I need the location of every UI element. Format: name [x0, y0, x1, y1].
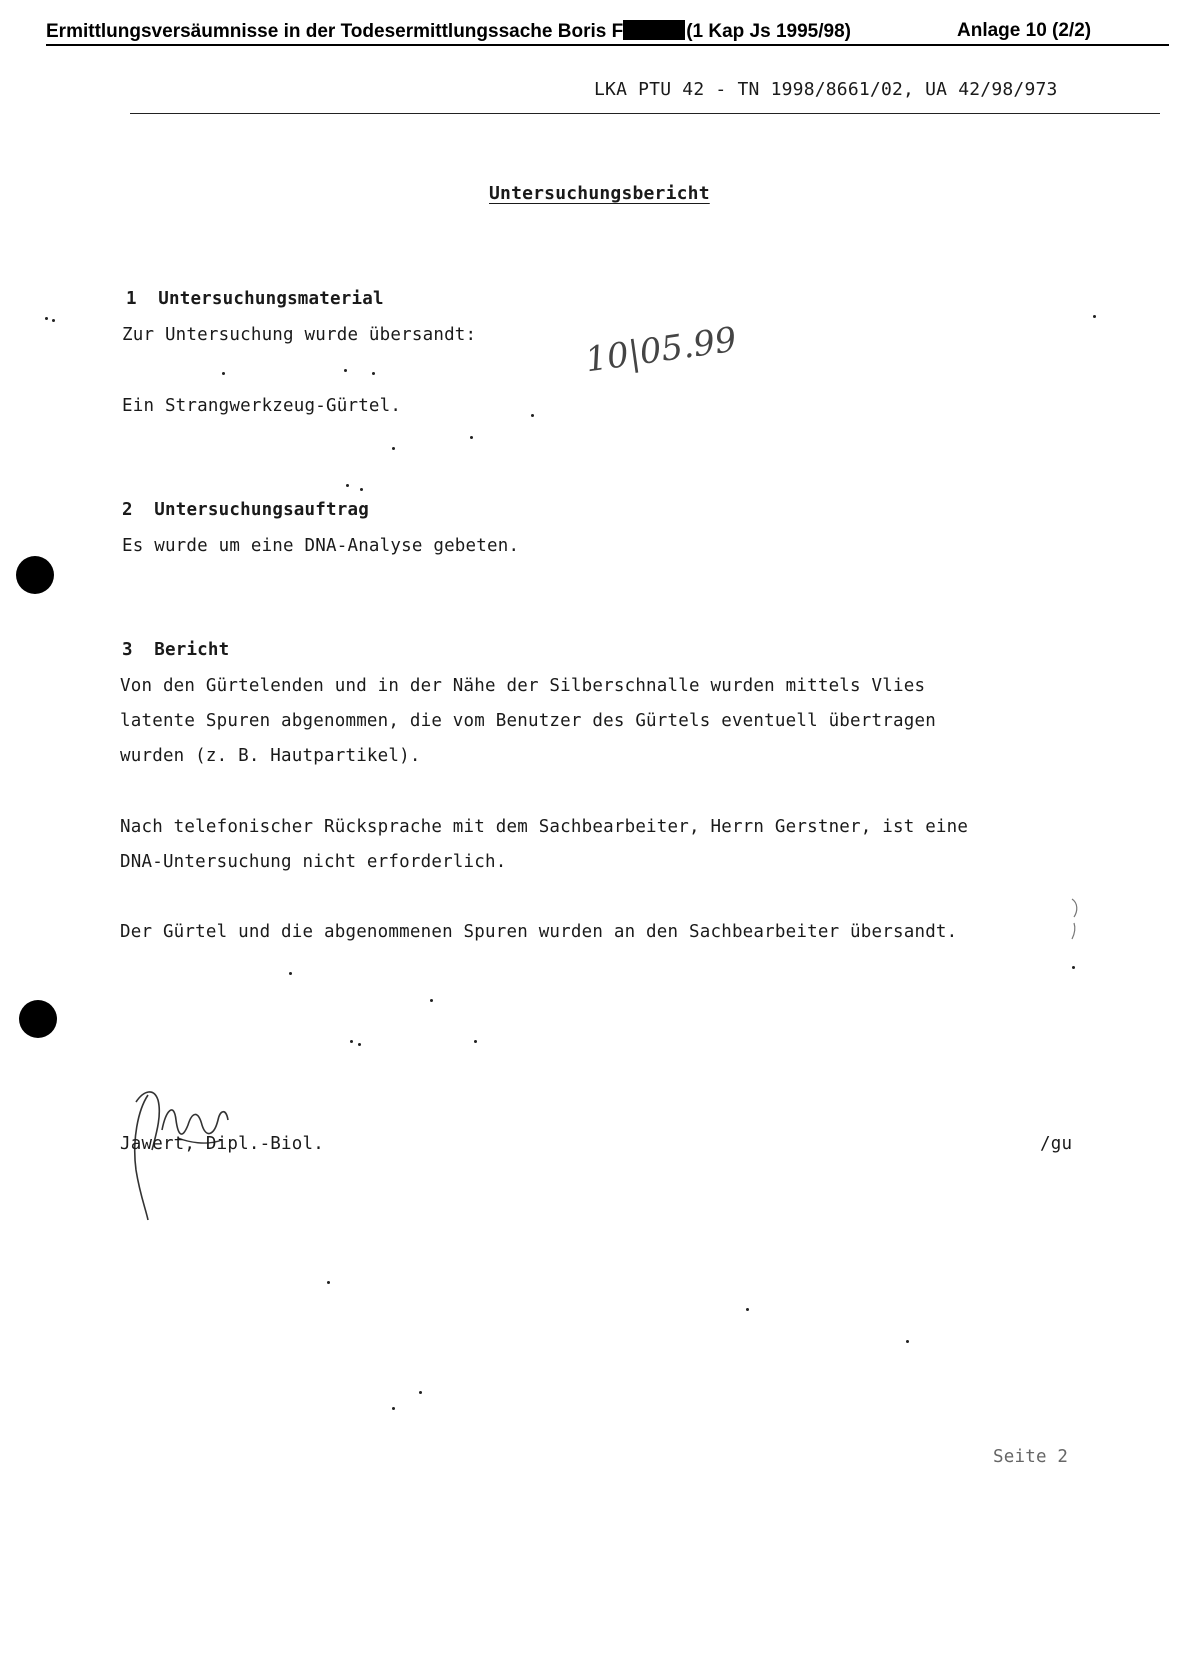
scan-speck — [746, 1308, 749, 1311]
scan-speck — [289, 972, 292, 975]
header-case-reference: (1 Kap Js 1995/98) — [686, 21, 851, 42]
section-1-line-1: Zur Untersuchung wurde übersandt: — [122, 325, 477, 345]
scan-speck — [392, 1407, 395, 1410]
scan-speck — [360, 488, 363, 491]
handwritten-date: 10|05.99 — [582, 319, 740, 381]
scan-speck — [344, 369, 347, 372]
scan-speck — [474, 1040, 477, 1043]
section-3-heading — [122, 640, 229, 660]
scan-speck — [1072, 966, 1075, 969]
punch-hole — [16, 556, 54, 594]
section-2-heading — [122, 500, 369, 520]
section-1-title: Untersuchungsmaterial — [158, 289, 384, 309]
margin-mark — [1068, 895, 1084, 945]
scan-speck — [531, 414, 534, 417]
scan-speck — [45, 317, 48, 320]
section-2-title: Untersuchungsauftrag — [154, 500, 369, 520]
section-1-line-2: Ein Strangwerkzeug-Gürtel. — [122, 396, 402, 416]
section-1-number: 1 — [126, 289, 137, 309]
signature-name: Jawert, Dipl.-Biol. — [120, 1134, 324, 1154]
scan-speck — [52, 319, 55, 322]
header-divider — [46, 44, 1169, 46]
section-3-number: 3 — [122, 640, 133, 660]
scan-speck — [430, 999, 433, 1002]
scan-speck — [906, 1340, 909, 1343]
report-title: Untersuchungsbericht — [489, 183, 710, 204]
scan-speck — [470, 436, 473, 439]
section-3-paragraph-2-line-1: Nach telefonischer Rücksprache mit dem Sachbearbeiter, Herrn Gerstner, ist eine — [120, 817, 969, 837]
reference-divider — [130, 113, 1160, 114]
header-annex: Anlage 10 (2/2) — [957, 20, 1092, 41]
scan-speck — [358, 1043, 361, 1046]
page-number: Seite 2 — [993, 1447, 1069, 1467]
header-title — [46, 20, 851, 43]
redaction-bar — [623, 20, 685, 40]
section-3-paragraph-1-line-3: wurden (z. B. Hautpartikel). — [120, 746, 421, 766]
section-3-paragraph-2-line-2: DNA-Untersuchung nicht erforderlich. — [120, 852, 507, 872]
typist-initials: /gu — [1040, 1134, 1073, 1154]
section-3-paragraph-1-line-2: latente Spuren abgenommen, die vom Benutzer des Gürtels eventuell übertragen — [120, 711, 936, 731]
scan-speck — [372, 372, 375, 375]
section-1-heading — [126, 289, 384, 309]
section-2-line-1: Es wurde um eine DNA-Analyse gebeten. — [122, 536, 520, 556]
scan-speck — [1093, 315, 1096, 318]
section-3-title: Bericht — [154, 640, 230, 660]
section-2-number: 2 — [122, 500, 133, 520]
reference-line: LKA PTU 42 - TN 1998/8661/02, UA 42/98/973 — [594, 79, 1058, 100]
scan-speck — [350, 1040, 353, 1043]
scan-speck — [419, 1391, 422, 1394]
section-3-paragraph-1-line-1: Von den Gürtelenden und in der Nähe der Silberschnalle wurden mittels Vlies — [120, 676, 926, 696]
scan-speck — [327, 1281, 330, 1284]
scan-speck — [346, 484, 349, 487]
punch-hole — [19, 1000, 57, 1038]
scan-speck — [392, 447, 395, 450]
header-title-text: Ermittlungsversäumnisse in der Todesermittlungssache Boris F — [46, 21, 624, 42]
scan-speck — [222, 372, 225, 375]
section-3-paragraph-3-line-1: Der Gürtel und die abgenommenen Spuren wurden an den Sachbearbeiter übersandt. — [120, 922, 958, 942]
